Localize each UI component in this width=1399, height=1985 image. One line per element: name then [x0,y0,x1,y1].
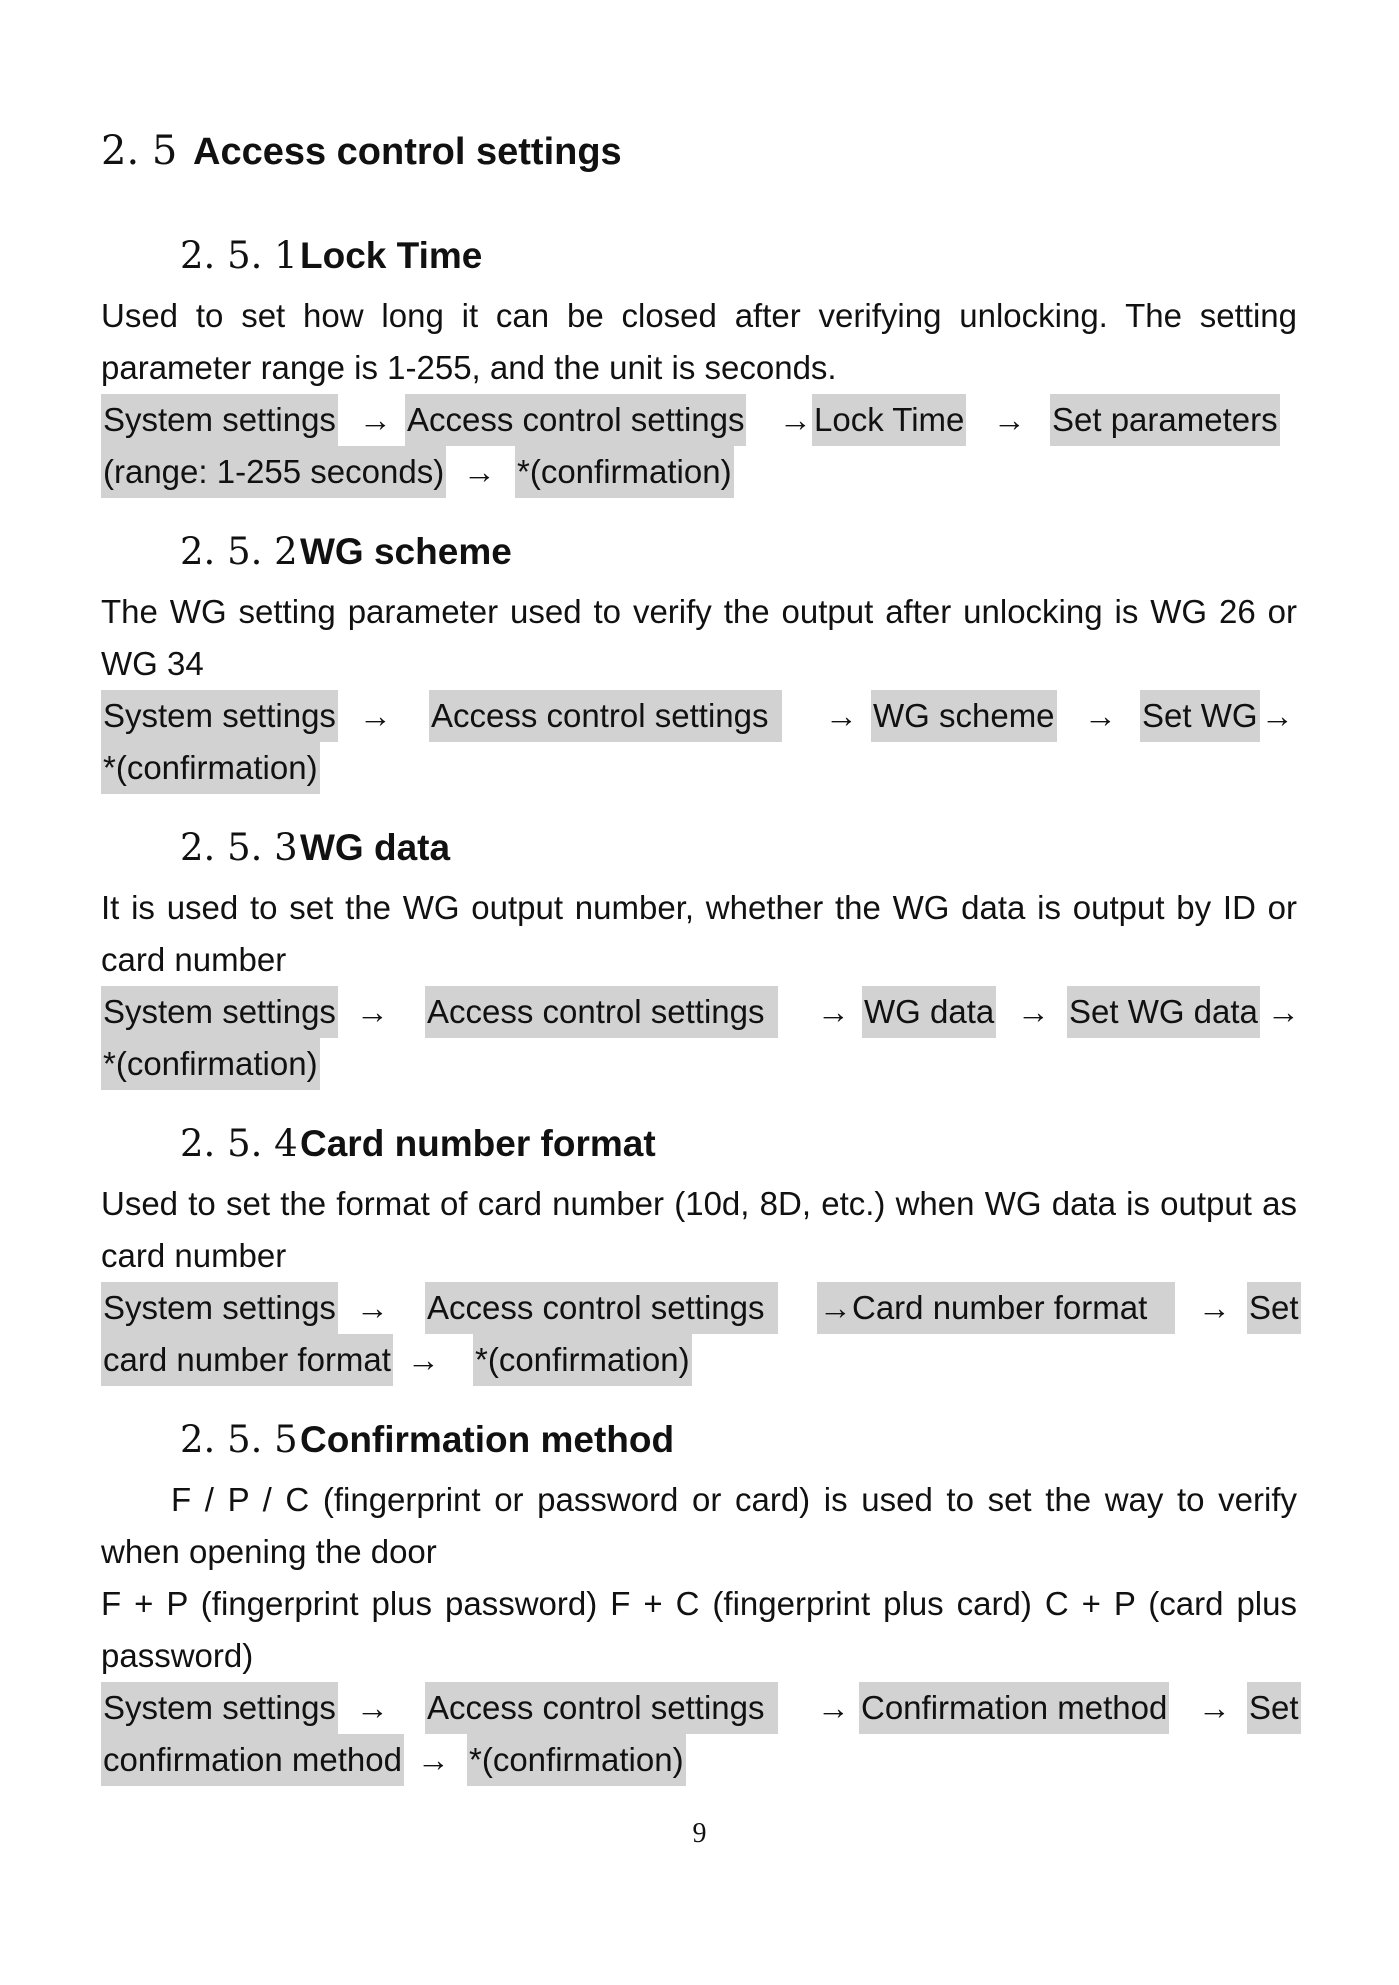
arrow-icon: → [463,453,496,490]
section-title: Access control settings [193,131,622,173]
path-step: *(confirmation) [467,1734,686,1786]
arrow-icon: → [1267,993,1300,1030]
path-step: Access control settings [429,690,782,742]
confirmation-method-path-line-1 [101,1682,1301,1734]
arrow-icon: → [1198,1689,1231,1726]
subsection-number: 2. 5. 4 [180,1122,298,1165]
subsection-title: Card number format [300,1123,656,1164]
path-step: *(confirmation) [515,446,734,498]
path-step: Access control settings [425,986,778,1038]
subsection-number: 2. 5. 1 [180,234,298,277]
subsection-title: Confirmation method [300,1419,675,1460]
path-step: *(confirmation) [473,1334,692,1386]
path-step: Set [1247,1682,1301,1734]
path-step: *(confirmation) [101,1038,320,1090]
confirmation-method-options: F + P (fingerprint plus password) F + C (fingerprint plus card) C + P (card plus password) [101,1585,1297,1674]
path-step: Set WG [1140,690,1260,742]
subsection-title: Lock Time [300,235,483,276]
arrow-icon: → [1084,697,1117,734]
arrow-icon: → [359,401,392,438]
arrow-icon: → [356,1689,389,1726]
arrow-icon: → [1198,1289,1231,1326]
subsection-heading-card-number-format [180,1122,656,1165]
arrow-icon: → [407,1341,440,1378]
wg-scheme-path-line-1 [101,690,1301,742]
path-step: confirmation method [101,1734,404,1786]
arrow-icon: → [356,1289,389,1326]
card-number-format-description: Used to set the format of card number (10d, 8D, etc.) when WG data is output as card number [101,1185,1297,1274]
arrow-icon: → [993,401,1026,438]
path-step: card number format [101,1334,393,1386]
subsection-heading-wg-scheme [180,530,512,573]
path-step: →Card number format [817,1282,1175,1334]
path-step: Lock Time [812,394,966,446]
wg-scheme-path-line-2 [101,742,1301,794]
path-step: Access control settings [425,1282,778,1334]
lock-time-description: Used to set how long it can be closed after verifying unlocking. The setting parameter range is 1-255, and the unit is seconds. [101,297,1297,386]
wg-scheme-description: The WG setting parameter used to verify the output after unlocking is WG 26 or WG 34 [101,593,1297,682]
path-step: *(confirmation) [101,742,320,794]
section-heading [101,128,622,174]
card-number-format-path-line-1 [101,1282,1301,1334]
arrow-icon: → [1017,993,1050,1030]
path-step: Set [1247,1282,1301,1334]
subsection-number: 2. 5. 3 [180,826,298,869]
lock-time-path-line-1 [101,394,1301,446]
path-step: System settings [101,1682,338,1734]
card-number-format-path-line-2 [101,1334,1301,1386]
path-step: Confirmation method [859,1682,1169,1734]
path-step: WG data [862,986,996,1038]
page-number: 9 [692,1818,707,1849]
confirmation-method-path-line-2 [101,1734,1301,1786]
path-step: System settings [101,394,338,446]
arrow-icon: → [359,697,392,734]
arrow-icon: → [817,993,850,1030]
path-step: System settings [101,1282,338,1334]
subsection-heading-confirmation-method [180,1418,674,1461]
arrow-icon: → [825,697,858,734]
arrow-icon: → [356,993,389,1030]
subsection-heading-wg-data [180,826,450,869]
arrow-icon: → [779,401,812,438]
wg-data-description: It is used to set the WG output number, whether the WG data is output by ID or card number [101,889,1297,978]
wg-data-path-line-2 [101,1038,1301,1090]
arrow-icon: → [1261,697,1294,734]
path-step: Set parameters [1050,394,1280,446]
path-step: (range: 1-255 seconds) [101,446,446,498]
path-step: System settings [101,690,338,742]
section-number: 2. 5 [101,128,178,174]
subsection-title: WG data [300,827,451,868]
lock-time-path-line-2 [101,446,1301,498]
confirmation-method-description: F / P / C (fingerprint or password or card) is used to set the way to verify when opening the door [101,1481,1297,1570]
wg-data-path-line-1 [101,986,1301,1038]
path-step: WG scheme [871,690,1057,742]
arrow-icon: → [817,1689,850,1726]
path-step: Access control settings [405,394,746,446]
path-step: System settings [101,986,338,1038]
path-step: Access control settings [425,1682,778,1734]
subsection-number: 2. 5. 5 [180,1418,298,1461]
arrow-icon: → [417,1741,450,1778]
path-step: Set WG data [1067,986,1260,1038]
subsection-heading-lock-time [180,234,482,277]
subsection-title: WG scheme [300,531,512,572]
subsection-number: 2. 5. 2 [180,530,298,573]
